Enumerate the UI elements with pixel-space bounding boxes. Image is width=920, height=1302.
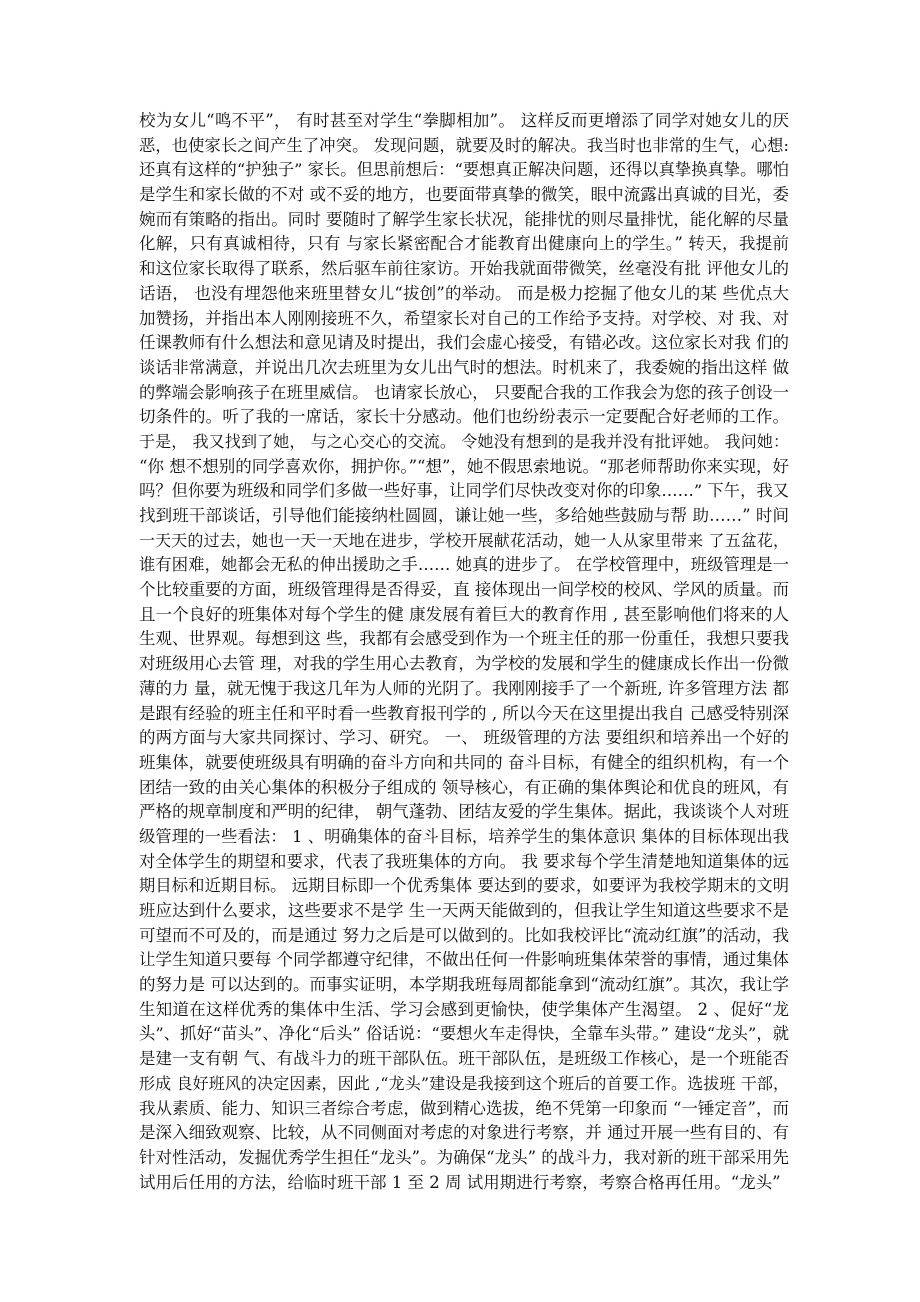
text-line: 可望而不可及的，而是通过 努力之后是可以做到的。比如我校评比“流动红旗”的活动，我 <box>139 925 789 945</box>
text-line: 对班级用心去管 理，对我的学生用心去教育，为学校的发展和学生的健康成长作出一份微 <box>139 654 789 674</box>
text-line: 团结一致的由关心集体的积极分子组成的 领导核心，有正确的集体舆论和优良的班风，有 <box>139 777 789 797</box>
text-line: 对全体学生的期望和要求，代表了我班集体的方向。 我 要求每个学生清楚地知道集体的远 <box>139 851 789 871</box>
text-line: 的努力是 可以达到的。而事实证明，本学期我班每周都能拿到“流动红旗”。其次，我让学 <box>139 975 789 995</box>
text-line: 薄的力 量，就无愧于我这几年为人师的光阴了。我刚刚接手了一个新班, 许多管理方法 都 <box>139 678 789 698</box>
text-line: 和这位家长取得了联系，然后驱车前往家访。开始我就面带微笑，丝毫没有批 评他女儿的 <box>139 259 789 279</box>
text-line: 任课教师有什么想法和意见请及时提出，我们会虚心接受，有错必改。这位家长对我 们的 <box>139 333 789 353</box>
text-line: 个比较重要的方面，班级管理得是否得妥，直 接体现出一间学校的校风、学风的质量。而 <box>139 580 789 600</box>
text-line: 一天天的过去，她也一天一天地在进步，学校开展献花活动，她一人从家里带来 了五盆花， <box>139 530 789 550</box>
text-line: 是跟有经验的班主任和平时看一些教育报刊学的 , 所以今天在这里提出我自 己感受特别深 <box>139 703 789 723</box>
text-line: 恶，也使家长之间产生了冲突。 发现问题，就要及时的解决。我当时也非常的生气，心想: <box>139 135 789 155</box>
text-line: 班应达到什么要求，这些要求不是学 生一天两天能做到的，但我让学生知道这些要求不是 <box>139 901 789 920</box>
text-line: 谈话非常满意，并说出几次去班里为女儿出气时的想法。时机来了，我委婉的指出这样 做 <box>139 357 789 377</box>
text-line: “你 想不想别的同学喜欢你，拥护你。”“想”，她不假思索地说。“那老师帮助你来实现，好 <box>139 456 789 476</box>
text-line: 我从素质、能力、知识三者综合考虑，做到精心选拔，绝不凭第一印象而 “一锤定音”，而 <box>139 1098 789 1118</box>
text-line: 是建一支有朝 气、有战斗力的班干部队伍。班干部队伍，是班级工作核心，是一个班能否 <box>139 1049 789 1069</box>
text-line: 级管理的一些看法： 1 、明确集体的奋斗目标，培养学生的集体意识 集体的目标体现出我 <box>139 826 789 846</box>
text-line: 生知道在这样优秀的集体中生活、学习会感到更愉快，使学集体产生渴望。 2 、促好“龙 <box>139 999 789 1019</box>
text-line: 还真有这样的“护独子” 家长。但思前想后：“要想真正解决问题，还得以真挚换真挚。哪怕 <box>139 160 789 180</box>
text-line: 生观、世界观。每想到这 些，我都有会感受到作为一个班主任的那一份重任，我想只要我 <box>139 629 789 649</box>
text-line: 谁有困难，她都会无私的伸出援助之手…… 她真的进步了。 在学校管理中，班级管理是一 <box>139 555 789 575</box>
text-line: 的弊端会影响孩子在班里威信。 也请家长放心， 只要配合我的工作我会为您的孩子创设一 <box>139 382 789 402</box>
body-text <box>139 109 789 1195</box>
text-line: 形成 良好班风的决定因素，因此 ,“龙头”建设是我接到这个班后的首要工作。选拔班 干部， <box>139 1073 789 1093</box>
text-line: 的两方面与大家共同探讨、学习、研究。 一、 班级管理的方法 要组织和培养出一个好的 <box>139 728 789 748</box>
text-line: 校为女儿“鸣不平”， 有时甚至对学生“拳脚相加”。 这样反而更增添了同学对她女儿的厌 <box>139 111 789 130</box>
text-line: 试用后任用的方法，给临时班干部 1 至 2 周 试用期进行考察，考察合格再任用。“龙头” <box>139 1172 781 1192</box>
text-line: 切条件的。听了我的一席话，家长十分感动。他们也纷纷表示一定要配合好老师的工作。 <box>139 407 789 427</box>
text-line: 头”、抓好“苗头”、净化“后头” 俗话说：“要想火车走得快，全靠车头带。” 建设“龙头”，就 <box>139 1024 789 1044</box>
text-line: 严格的规章制度和严明的纪律， 朝气蓬勃、团结友爱的学生集体。据此，我谈谈个人对班 <box>139 802 789 822</box>
text-line: 婉而有策略的指出。同时 要随时了解学生家长状况，能排忧的则尽量排忧，能化解的尽量 <box>139 209 789 229</box>
text-line: 找到班干部谈话，引导他们能接纳杜圆圆，谦让她一些，多给她些鼓励与帮 助……” 时间 <box>139 506 789 525</box>
text-line: 化解，只有真诚相待，只有 与家长紧密配合才能教育出健康向上的学生。” 转天，我提前 <box>139 234 789 254</box>
text-line: 是学生和家长做的不对 或不妥的地方，也要面带真挚的微笑，眼中流露出真诚的目光，委 <box>139 185 789 205</box>
text-line: 吗？但你要为班级和同学们多做一些好事，让同学们尽快改变对你的印象……” 下午，我又 <box>139 481 789 501</box>
text-line: 是深入细致观察、比较，从不同侧面对考虑的对象进行考察，并 通过开展一些有目的、有 <box>139 1123 789 1143</box>
text-line: 让学生知道只要每 个同学都遵守纪律，不做出任何一件影响班集体荣誉的事情，通过集体 <box>139 950 789 970</box>
text-line: 班集体，就要使班级具有明确的奋斗方向和共同的 奋斗目标，有健全的组织机构，有一个 <box>139 752 789 772</box>
text-line: 话语， 也没有埋怨他来班里替女儿“拔创”的举动。 而是极力挖掘了他女儿的某 些优点大 <box>139 283 789 303</box>
text-line: 期目标和近期目标。 远期目标即一个优秀集体 要达到的要求，如要评为我校学期末的文明 <box>139 876 789 896</box>
text-line: 于是， 我又找到了她， 与之心交心的交流。 令她没有想到的是我并没有批评她。 我问她： <box>139 431 789 451</box>
text-line: 且一个良好的班集体对每个学生的健 康发展有着巨大的教育作用 , 甚至影响他们将来的人 <box>139 604 789 624</box>
text-line: 针对性活动，发掘优秀学生担任“龙头”。为确保“龙头” 的战斗力，我对新的班干部采用先 <box>139 1147 789 1167</box>
text-line: 加赞扬，并指出本人刚刚接班不久，希望家长对自己的工作给予支持。对学校、对 我、对 <box>139 308 789 328</box>
